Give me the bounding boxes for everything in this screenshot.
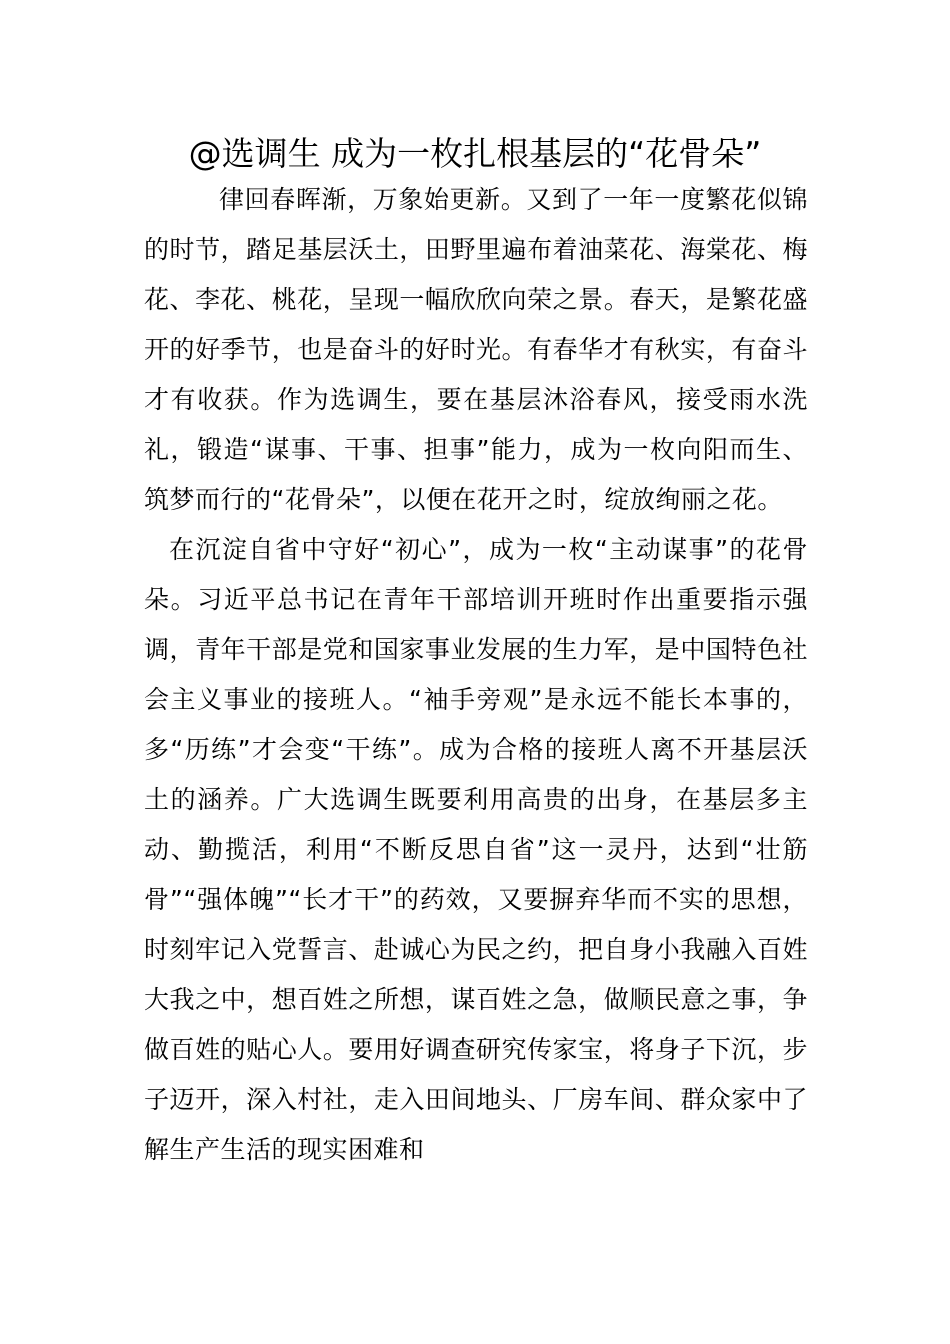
document-body xyxy=(144,175,808,1175)
paragraph-1: 律回春晖渐，万象始更新。又到了一年一度繁花似锦的时节，踏足基层沃土，田野里遍布着油菜花、海棠花、梅花、李花、桃花，呈现一幅欣欣向荣之景。春天，是繁花盛开的好季节，也是奋斗的好时光。有春华才有秋实，有奋斗才有收获。作为选调生，要在基层沐浴春风，接受雨水洗礼，锻造“谋事、干事、担事”能力，成为一枚向阳而生、筑梦而行的“花骨朵”，以便在花开之时，绽放绚丽之花。 xyxy=(144,185,808,514)
paragraph-2: 在沉淀自省中守好“初心”，成为一枚“主动谋事”的花骨朵。习近平总书记在青年干部培训开班时作出重要指示强调，青年干部是党和国家事业发展的生力军，是中国特色社会主义事业的接班人。“袖手旁观”是永远不能长本事的，多“历练”才会变“干练”。成为合格的接班人离不开基层沃土的涵养。广大选调生既要利用高贵的出身，在基层多主动、勤揽活，利用“不断反思自省”这一灵丹，达到“壮筋骨”“强体魄”“长才干”的药效，又要摒弃华而不实的思想，时刻牢记入党誓言、赴诚心为民之约，把自身小我融入百姓大我之中，想百姓之所想，谋百姓之急，做顺民意之事，争做百姓的贴心人。要用好调查研究传家宝，将身子下沉，步子迈开，深入村社，走入田间地头、厂房车间、群众家中了解生产生活的现实困难和 xyxy=(144,535,808,1164)
document-title: @选调生 成为一枚扎根基层的“花骨朵” xyxy=(188,134,762,173)
